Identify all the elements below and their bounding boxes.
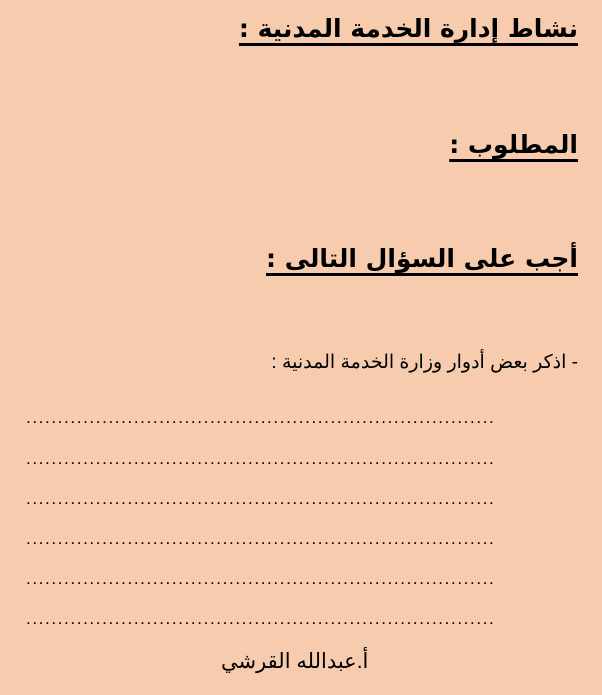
answer-line: .......................................................................... (26, 609, 496, 628)
activity-title: نشاط إدارة الخدمة المدنية : (238, 14, 578, 43)
answer-line: .......................................................................... (26, 489, 496, 508)
answer-line: .......................................................................... (26, 529, 496, 548)
answer-line: .......................................................................... (26, 408, 496, 427)
answer-instruction-heading: أجب على السؤال التالى : (266, 244, 578, 273)
required-heading: المطلوب : (449, 130, 578, 159)
question-text: - اذكر بعض أدوار وزارة الخدمة المدنية : (271, 352, 578, 373)
teacher-signature: أ.عبدالله القرشي (221, 650, 369, 673)
answer-line: .......................................................................... (26, 569, 496, 588)
answer-line: .......................................................................... (26, 449, 496, 468)
